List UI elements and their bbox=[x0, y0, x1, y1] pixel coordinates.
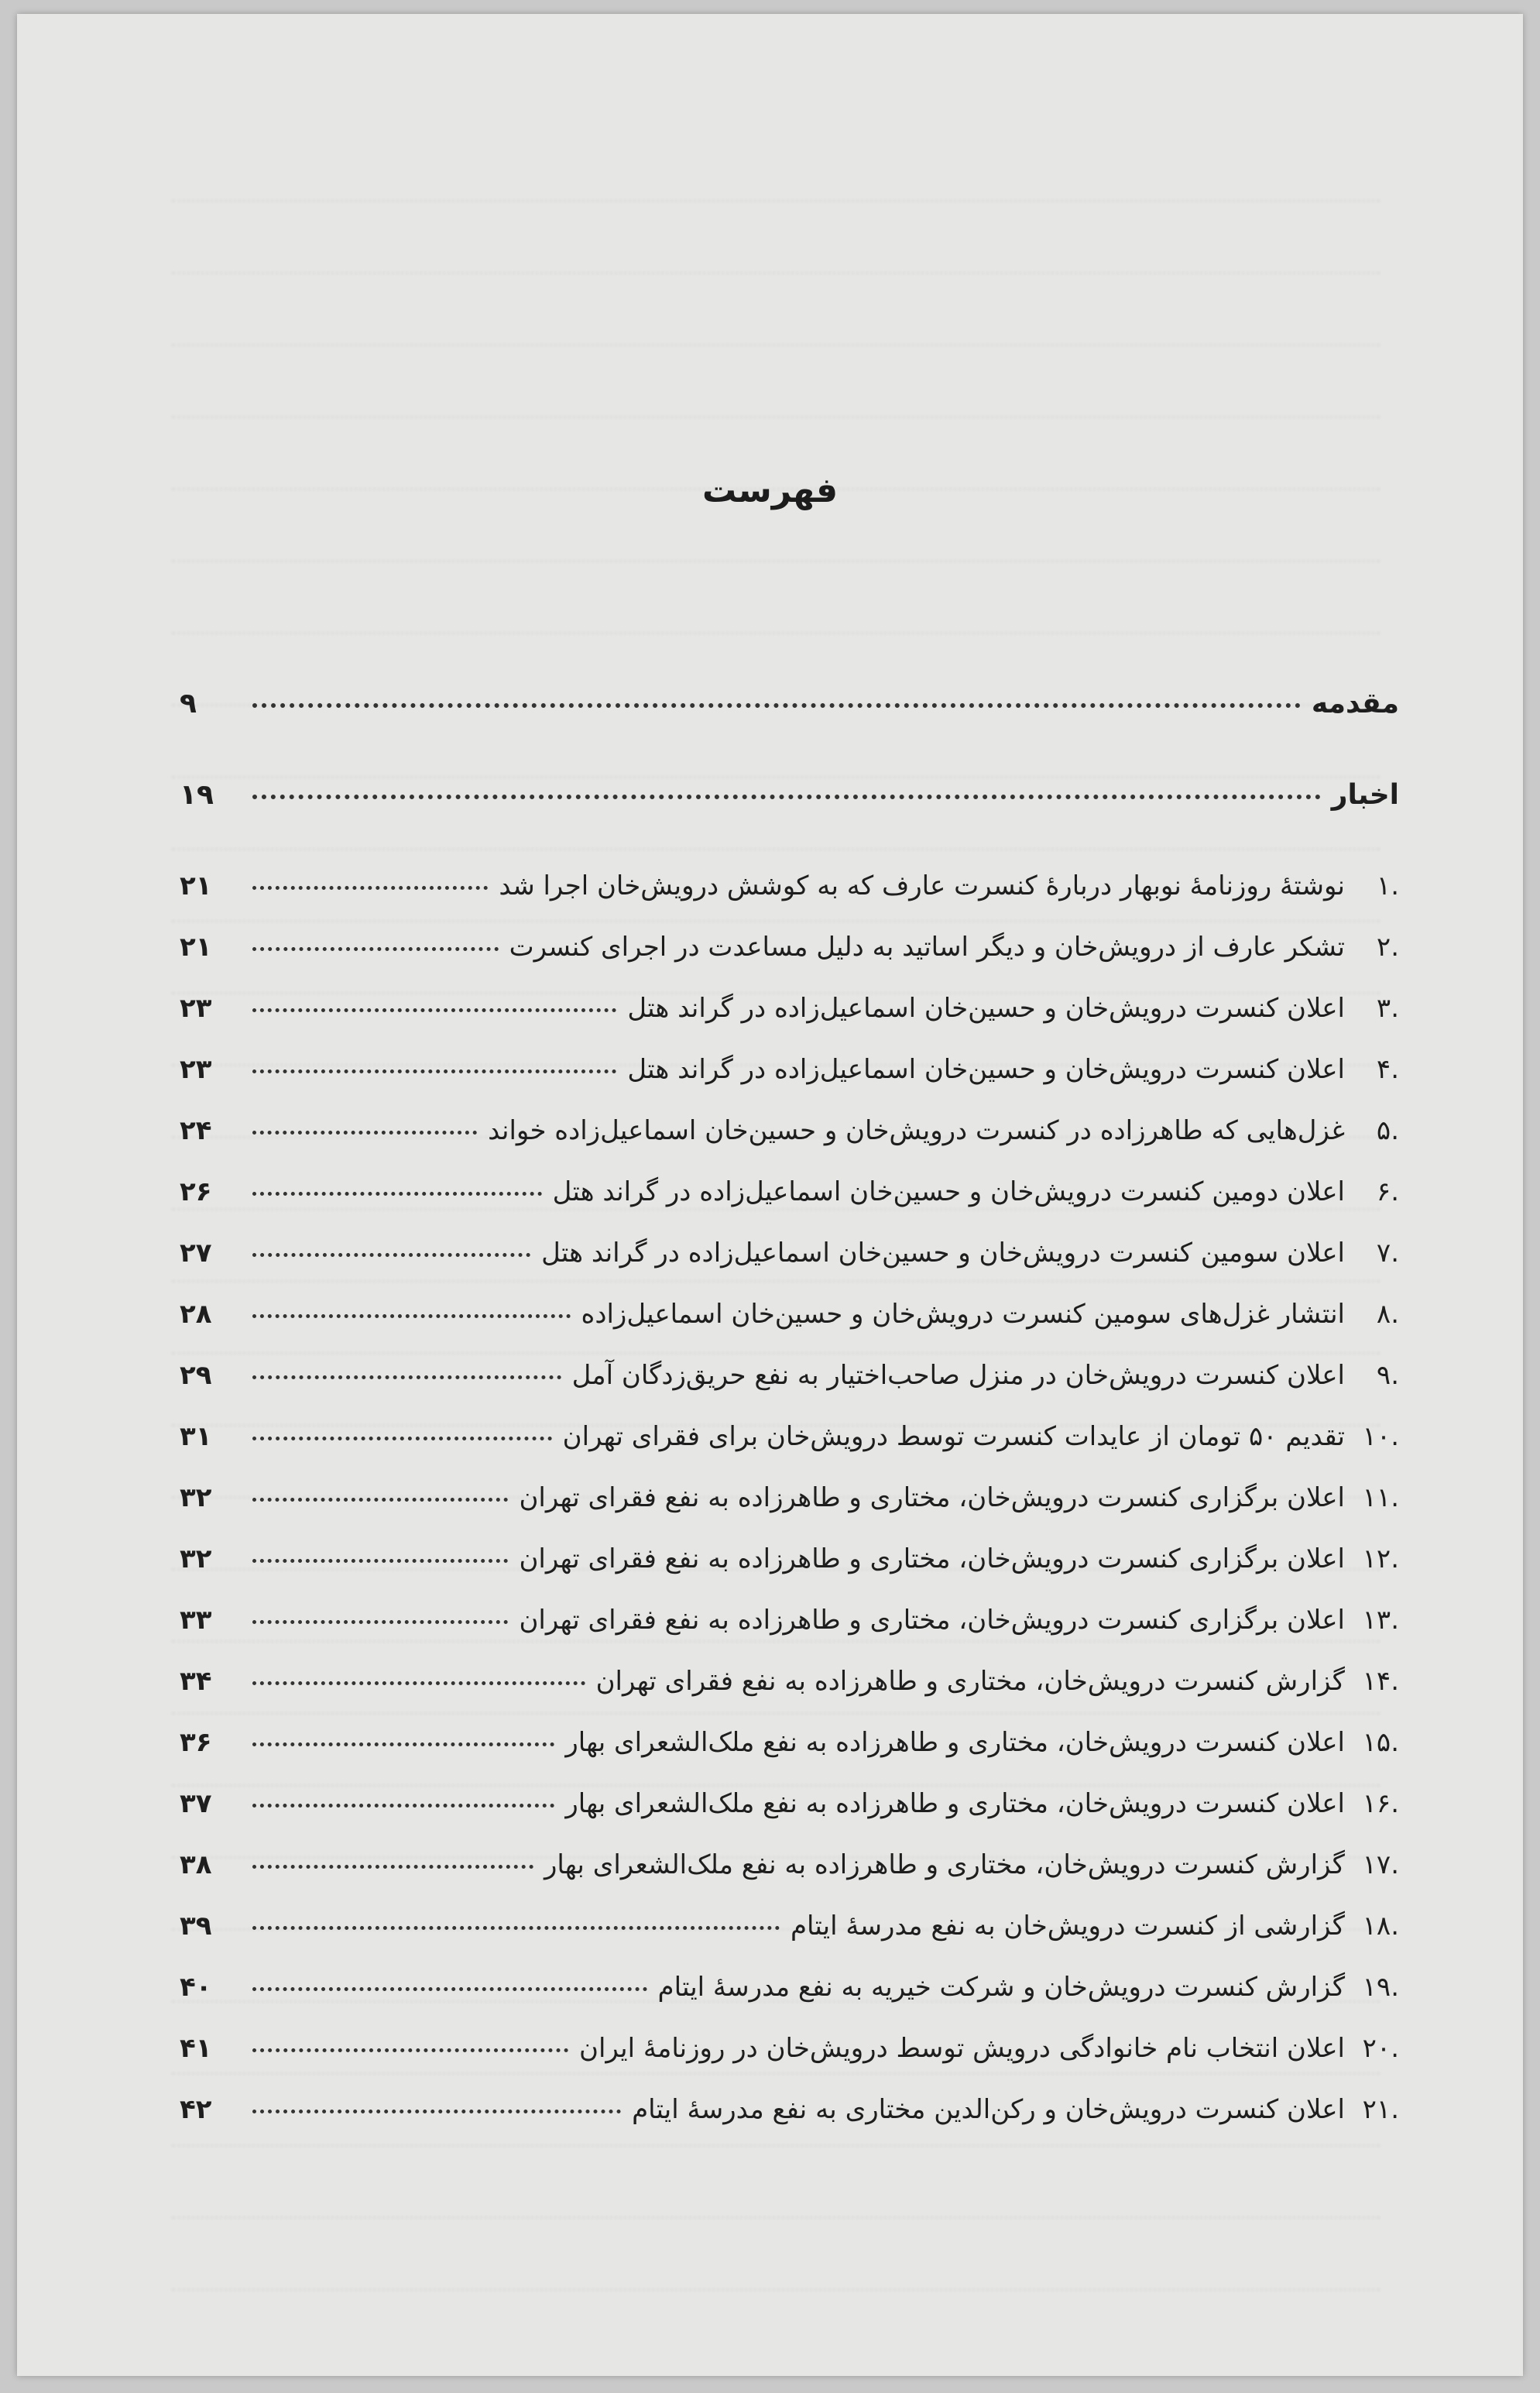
toc-entry-page: ۲۴ bbox=[180, 1115, 212, 1146]
toc-entry-page: ۳۲ bbox=[180, 1543, 212, 1574]
toc-entry[interactable] bbox=[180, 1911, 1399, 1972]
toc-entry-label: اعلان برگزاری کنسرت درویش‌خان، مختاری و طاهرزاده به نفع فقرای تهران bbox=[519, 1543, 1345, 1574]
dot-leader bbox=[252, 947, 499, 951]
dot-leader bbox=[252, 1804, 554, 1808]
toc-entry-page: ۲۶ bbox=[180, 1176, 212, 1207]
toc-entry-page: ۲۳ bbox=[180, 1054, 212, 1085]
toc-entry-label: اعلان برگزاری کنسرت درویش‌خان، مختاری و طاهرزاده به نفع فقرای تهران bbox=[519, 1605, 1345, 1636]
toc-entry-number: .۱ bbox=[1376, 870, 1399, 901]
dot-leader bbox=[252, 1314, 571, 1318]
toc-entry-number: .۲ bbox=[1376, 932, 1399, 963]
book-page bbox=[17, 14, 1523, 2376]
toc-entry[interactable] bbox=[180, 1727, 1399, 1788]
toc-entry-label: اخبار bbox=[1331, 779, 1399, 811]
toc-entry[interactable] bbox=[180, 1115, 1399, 1176]
toc-entry-number: .۶ bbox=[1376, 1176, 1399, 1207]
toc-entry-page: ۴۱ bbox=[180, 2033, 212, 2064]
toc-entry-label: اعلان برگزاری کنسرت درویش‌خان، مختاری و طاهرزاده به نفع فقرای تهران bbox=[519, 1482, 1345, 1513]
toc-entry-page: ۴۲ bbox=[180, 2094, 212, 2125]
toc-entry-label: اعلان سومین کنسرت درویش‌خان و حسین‌خان اسماعیل‌زاده در گراند هتل bbox=[541, 1238, 1345, 1269]
toc-entry[interactable] bbox=[180, 870, 1399, 932]
toc-entry-page: ۳۱ bbox=[180, 1421, 212, 1452]
toc-entry-label: گزارش کنسرت درویش‌خان و شرکت خیریه به نفع مدرسهٔ ایتام bbox=[657, 1972, 1345, 2003]
toc-entry-label: اعلان کنسرت درویش‌خان در منزل صاحب‌اختیار به نفع حریق‌زدگان آمل bbox=[571, 1360, 1345, 1391]
toc-entry-label: گزارش کنسرت درویش‌خان، مختاری و طاهرزاده به نفع فقرای تهران bbox=[595, 1666, 1345, 1697]
toc-entry[interactable] bbox=[180, 1176, 1399, 1238]
toc-entry-number: .۷ bbox=[1376, 1238, 1399, 1269]
dot-leader bbox=[252, 1742, 554, 1746]
dot-leader bbox=[252, 795, 1321, 799]
toc-entry-page: ۳۴ bbox=[180, 1666, 212, 1697]
toc-entry-page: ۳۳ bbox=[180, 1605, 212, 1636]
toc-entry-label: اعلان کنسرت درویش‌خان و حسین‌خان اسماعیل‌زاده در گراند هتل bbox=[627, 1054, 1345, 1085]
toc-entry-label: غزل‌هایی که طاهرزاده در کنسرت درویش‌خان و حسین‌خان اسماعیل‌زاده خواند bbox=[488, 1115, 1345, 1146]
toc-entry[interactable] bbox=[180, 2033, 1399, 2094]
toc-entry-number: .۱۸ bbox=[1362, 1911, 1399, 1942]
table-of-contents bbox=[180, 688, 1399, 2155]
toc-entry-label: مقدمه bbox=[1311, 688, 1399, 719]
dot-leader bbox=[252, 1192, 542, 1196]
toc-entry-page: ۳۹ bbox=[180, 1911, 212, 1942]
toc-entry-page: ۲۱ bbox=[180, 932, 212, 963]
toc-entry-label: اعلان کنسرت درویش‌خان و حسین‌خان اسماعیل‌زاده در گراند هتل bbox=[627, 993, 1345, 1024]
toc-entry-label: تشکر عارف از درویش‌خان و دیگر اساتید به دلیل مساعدت در اجرای کنسرت bbox=[509, 932, 1345, 963]
toc-entry-page: ۳۷ bbox=[180, 1788, 212, 1819]
toc-entry[interactable] bbox=[180, 1849, 1399, 1911]
toc-entry-label: اعلان دومین کنسرت درویش‌خان و حسین‌خان اسماعیل‌زاده در گراند هتل bbox=[552, 1176, 1345, 1207]
toc-entry[interactable] bbox=[180, 1238, 1399, 1299]
dot-leader bbox=[252, 2110, 621, 2113]
toc-entry-number: .۱۲ bbox=[1362, 1543, 1399, 1574]
toc-entry[interactable] bbox=[180, 1788, 1399, 1849]
toc-entry-label: گزارش کنسرت درویش‌خان، مختاری و طاهرزاده به نفع ملک‌الشعرای بهار bbox=[544, 1849, 1345, 1880]
toc-entry-page: ۹ bbox=[180, 688, 197, 719]
toc-entry-number: .۴ bbox=[1376, 1054, 1399, 1085]
toc-entry[interactable] bbox=[180, 1360, 1399, 1421]
toc-entry[interactable] bbox=[180, 993, 1399, 1054]
toc-entry-number: .۱۵ bbox=[1362, 1727, 1399, 1758]
dot-leader bbox=[252, 1375, 561, 1379]
toc-entry[interactable] bbox=[180, 1543, 1399, 1605]
toc-entry-page: ۳۲ bbox=[180, 1482, 212, 1513]
toc-entry-introduction[interactable] bbox=[180, 688, 1399, 779]
toc-entry[interactable] bbox=[180, 1482, 1399, 1543]
toc-entry-number: .۱۰ bbox=[1362, 1421, 1399, 1452]
toc-entry[interactable] bbox=[180, 1421, 1399, 1482]
toc-entry-number: .۸ bbox=[1376, 1299, 1399, 1330]
toc-entry-number: .۲۱ bbox=[1362, 2094, 1399, 2125]
toc-entry-number: .۱۱ bbox=[1362, 1482, 1399, 1513]
toc-entry-number: .۵ bbox=[1376, 1115, 1399, 1146]
toc-entry[interactable] bbox=[180, 2094, 1399, 2155]
dot-leader bbox=[252, 1681, 585, 1685]
toc-entry-number: .۱۷ bbox=[1362, 1849, 1399, 1880]
toc-entry-page: ۲۹ bbox=[180, 1360, 212, 1391]
toc-entry[interactable] bbox=[180, 1666, 1399, 1727]
dot-leader bbox=[252, 1498, 508, 1502]
toc-entry-number: .۱۴ bbox=[1362, 1666, 1399, 1697]
dot-leader bbox=[252, 1131, 477, 1135]
toc-entry[interactable] bbox=[180, 1299, 1399, 1360]
toc-entry-number: .۱۳ bbox=[1362, 1605, 1399, 1636]
toc-entry-label: نوشتهٔ روزنامهٔ نوبهار دربارهٔ کنسرت عارف که به کوشش درویش‌خان اجرا شد bbox=[499, 870, 1345, 901]
toc-entry-label: انتشار غزل‌های سومین کنسرت درویش‌خان و حسین‌خان اسماعیل‌زاده bbox=[581, 1299, 1345, 1330]
toc-entry-label: اعلان کنسرت درویش‌خان، مختاری و طاهرزاده به نفع ملک‌الشعرای بهار bbox=[565, 1727, 1345, 1758]
dot-leader bbox=[252, 1253, 530, 1257]
toc-entry-news[interactable] bbox=[180, 779, 1399, 870]
toc-entry-page: ۱۹ bbox=[180, 779, 214, 811]
toc-entry-page: ۲۷ bbox=[180, 1238, 212, 1269]
toc-entry-number: .۲۰ bbox=[1362, 2033, 1399, 2064]
dot-leader bbox=[252, 1926, 780, 1930]
dot-leader bbox=[252, 1008, 616, 1012]
toc-entry[interactable] bbox=[180, 1054, 1399, 1115]
toc-entry[interactable] bbox=[180, 1972, 1399, 2033]
dot-leader bbox=[252, 886, 488, 890]
dot-leader bbox=[252, 1437, 552, 1440]
toc-entry[interactable] bbox=[180, 932, 1399, 993]
toc-entry-page: ۲۳ bbox=[180, 993, 212, 1024]
toc-entry-label: اعلان انتخاب نام خانوادگی درویش توسط درویش‌خان در روزنامهٔ ایران bbox=[578, 2033, 1345, 2064]
toc-entry-number: .۳ bbox=[1376, 993, 1399, 1024]
toc-entry-page: ۲۱ bbox=[180, 870, 212, 901]
toc-entry-number: .۹ bbox=[1376, 1360, 1399, 1391]
toc-entry-number: .۱۶ bbox=[1362, 1788, 1399, 1819]
toc-entry-page: ۳۸ bbox=[180, 1849, 212, 1880]
toc-entry-page: ۲۸ bbox=[180, 1299, 212, 1330]
dot-leader bbox=[252, 1620, 508, 1624]
toc-entry-label: اعلان کنسرت درویش‌خان و رکن‌الدین مختاری به نفع مدرسهٔ ایتام bbox=[632, 2094, 1345, 2125]
toc-entry-label: اعلان کنسرت درویش‌خان، مختاری و طاهرزاده به نفع ملک‌الشعرای بهار bbox=[565, 1788, 1345, 1819]
toc-entry-label: گزارشی از کنسرت درویش‌خان به نفع مدرسهٔ ایتام bbox=[790, 1911, 1345, 1942]
dot-leader bbox=[252, 2048, 568, 2052]
toc-entry-page: ۳۶ bbox=[180, 1727, 212, 1758]
dot-leader bbox=[252, 1069, 616, 1073]
toc-entry[interactable] bbox=[180, 1605, 1399, 1666]
toc-entry-number: .۱۹ bbox=[1362, 1972, 1399, 2003]
page-title: فهرست bbox=[701, 471, 839, 510]
toc-entry-page: ۴۰ bbox=[180, 1972, 212, 2003]
dot-leader bbox=[252, 1865, 533, 1869]
toc-entry-label: تقدیم ۵۰ تومان از عایدات کنسرت توسط درویش‌خان برای فقرای تهران bbox=[562, 1421, 1345, 1452]
dot-leader bbox=[252, 1559, 508, 1563]
dot-leader bbox=[252, 1987, 647, 1991]
dot-leader bbox=[252, 703, 1301, 708]
